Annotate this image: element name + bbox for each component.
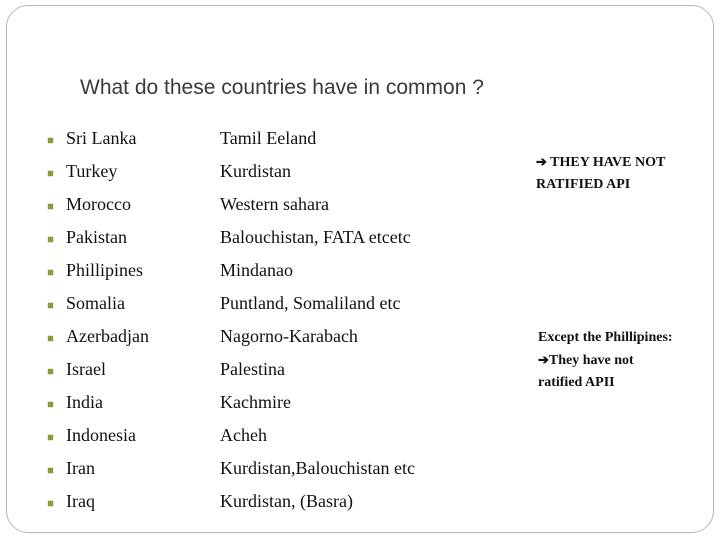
country-name: Indonesia [66, 425, 136, 445]
country-name: Iraq [66, 491, 95, 511]
region-name: Puntland, Somaliland etc [220, 293, 401, 313]
region-name: Western sahara [220, 194, 329, 214]
note-line-2: RATIFIED API [536, 177, 631, 192]
slide-title: What do these countries have in common ? [80, 76, 484, 99]
region-name: Palestina [220, 359, 285, 379]
country-name: Sri Lanka [66, 128, 137, 148]
country-name: Iran [66, 458, 95, 478]
region-name: Tamil Eeland [220, 128, 317, 148]
country-name: Azerbadjan [66, 326, 149, 346]
region-name: Kurdistan [220, 161, 291, 181]
country-name: India [66, 392, 103, 412]
country-name: Phillipines [66, 260, 144, 280]
note-line-1: THEY HAVE NOT [550, 155, 666, 170]
arrow-right-icon: ➔ [536, 154, 547, 169]
region-name: Kachmire [220, 392, 291, 412]
exception-line-1: Except the Phillipines: [538, 330, 673, 345]
country-name: Israel [66, 359, 106, 379]
region-name: Nagorno-Karabach [220, 326, 358, 346]
country-name: Morocco [66, 194, 131, 214]
region-name: Acheh [220, 425, 267, 445]
region-name: Kurdistan, (Basra) [220, 491, 353, 511]
region-name: Balouchistan, FATA etcetc [220, 227, 411, 247]
arrow-right-icon: ➔ [538, 352, 549, 367]
country-name: Somalia [66, 293, 125, 313]
country-name: Turkey [66, 161, 118, 181]
exception-line-3: ratified APII [538, 375, 615, 390]
exception-note [538, 327, 673, 394]
ratification-note [536, 151, 665, 196]
exception-line-2: They have not [548, 353, 634, 368]
region-name: Kurdistan,Balouchistan etc [220, 458, 415, 478]
country-name: Pakistan [66, 227, 127, 247]
region-name: Mindanao [220, 260, 293, 280]
